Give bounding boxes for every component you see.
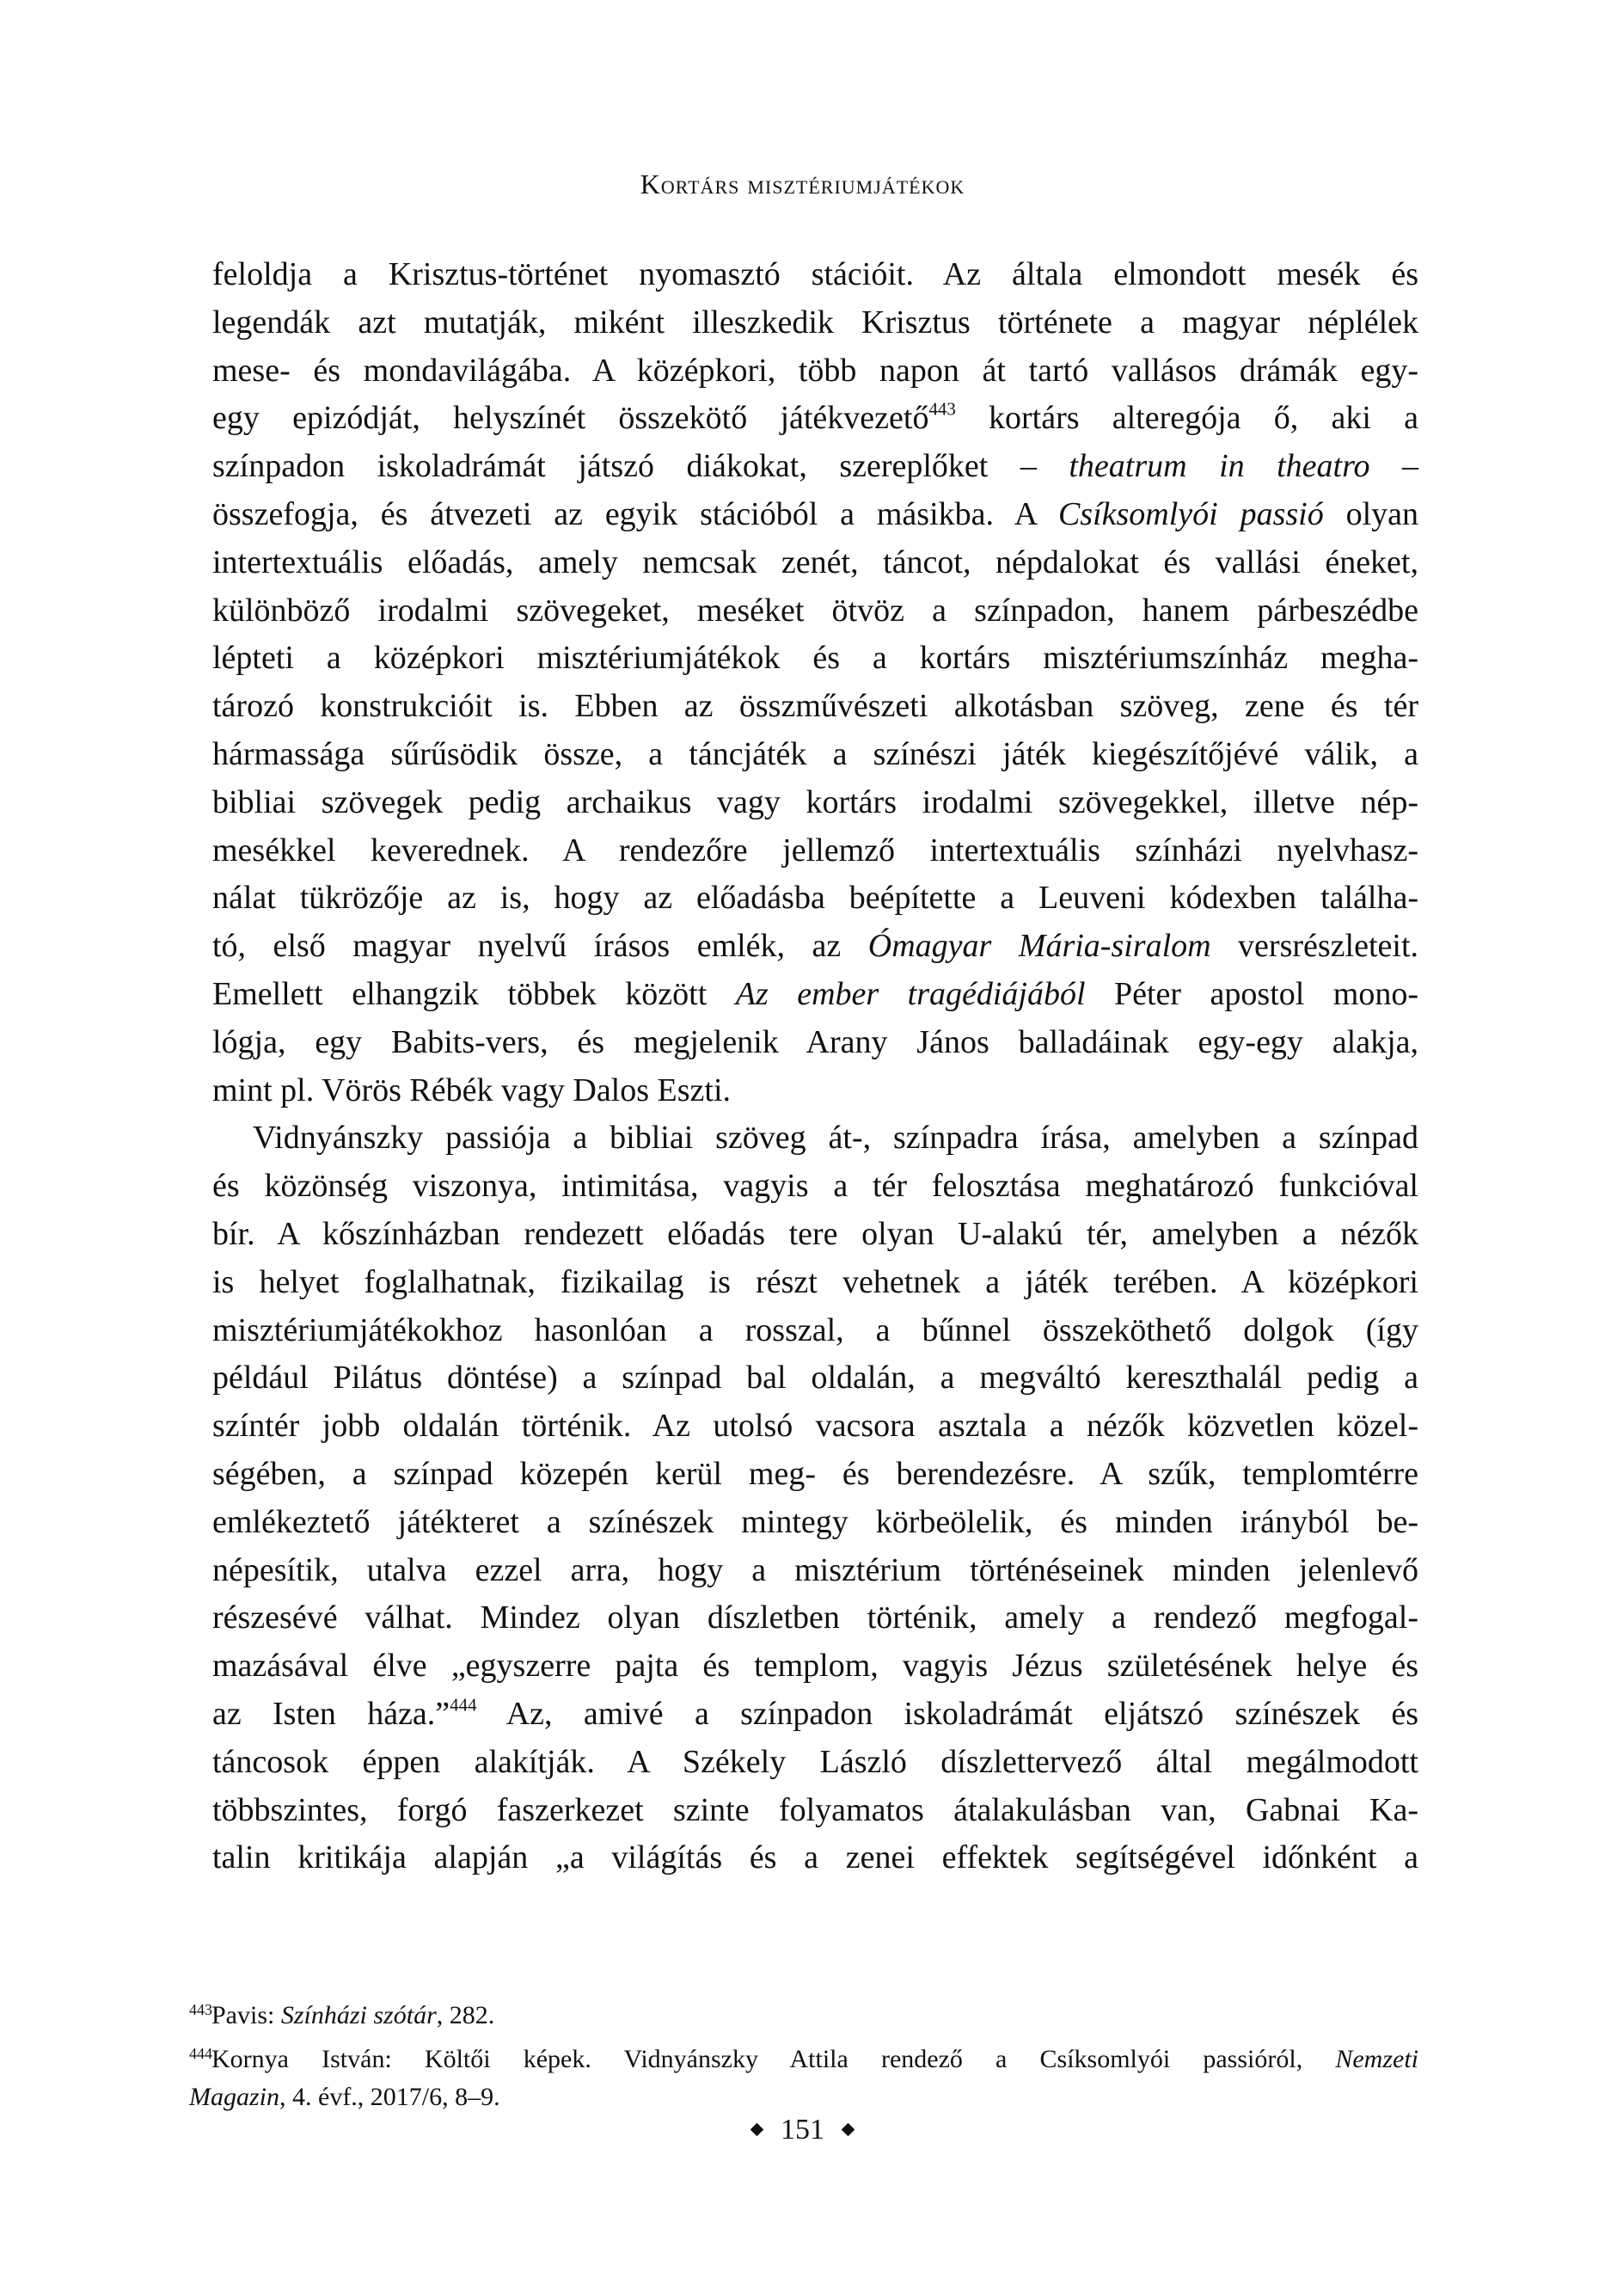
text-line [212,779,1418,827]
text-line [212,539,1418,587]
text-run: – [1369,448,1418,485]
text-line [212,1163,1418,1211]
text-run: részesévé válhat. Mindez olyan díszletben történik, amely a rendező megfogal- [212,1599,1418,1636]
text-run: bír. A kőszínházban rendezett előadás tere olyan U-alakú tér, amelyben a nézők [212,1215,1418,1252]
text-run: Vidnyánszky passiója a bibliai szöveg át-, színpadra írása, amelyben a színpad [253,1120,1418,1157]
page-footer [0,2114,1605,2146]
text-line [212,1547,1418,1595]
italic-text: Az ember tragédiájából [735,975,1086,1012]
text-line [212,1739,1418,1787]
text-line [212,1354,1418,1403]
text-line [212,1307,1418,1355]
text-line [212,1691,1418,1739]
footnote-number: 443 [189,2001,212,2018]
footnotes [189,1991,1418,2116]
text-run: Péter apostol mono- [1085,975,1418,1012]
italic-text: Nemzeti [1335,2045,1418,2073]
text-run: mint pl. Vörös Rébék vagy Dalos Eszti. [212,1071,732,1108]
italic-text: Ómagyar Mária-siralom [867,928,1211,965]
text-line [212,971,1418,1019]
text-run: emlékeztető játékteret a színészek mintegy körbeölelik, és minden irányból be- [212,1503,1418,1540]
footnote-ref[interactable]: 443 [928,398,956,420]
text-run: táncosok éppen alakítják. A Székely László díszlettervező által megálmodott [212,1743,1418,1780]
text-line [212,923,1418,971]
text-line [212,1787,1418,1835]
text-run: színpadon iskoladrámát játszó diákokat, szereplőket – [212,448,1069,485]
text-run: hármassága sűrűsödik össze, a táncjáték a színészi játék kiegészítőjévé válik, a [212,735,1418,772]
text-run: legendák azt mutatják, miként illeszkedik Krisztus története a magyar néplélek [212,304,1418,341]
text-run: nálat tükrözője az is, hogy az előadásba beépítette a Leuveni kódexben találha- [212,880,1418,917]
footnote-line [189,2035,1418,2078]
text-run: ségében, a színpad közepén kerül meg- és berendezésre. A szűk, templomtérre [212,1455,1418,1492]
text-run: intertextuális előadás, amely nemcsak zenét, táncot, népdalokat és vallási éneket, [212,543,1418,580]
running-head: Kortárs misztériumjátékok [640,169,965,200]
text-line [212,347,1418,396]
text-run: többszintes, forgó faszerkezet szinte folyamatos átalakulásban van, Gabnai Ka- [212,1791,1418,1828]
text-run: Pavis: [211,2001,281,2029]
text-run: lógja, egy Babits-vers, és megjelenik Arany János balladáinak egy-egy alakja, [212,1023,1418,1060]
text-line [212,683,1418,731]
text-line [212,827,1418,875]
text-run: bibliai szövegek pedig archaikus vagy kortárs irodalmi szövegekkel, illetve nép- [212,783,1418,820]
text-run: feloldja a Krisztus-történet nyomasztó stációit. Az általa elmondott mesék és [212,256,1418,292]
text-run: egy epizódját, helyszínét összekötő játékvezető [212,400,929,437]
text-line [212,635,1418,683]
text-line [212,1499,1418,1547]
text-line [212,1594,1418,1642]
text-line [212,1834,1418,1882]
text-run: lépteti a középkori misztériumjátékok és a kortárs misztériumszínház megha- [212,640,1418,677]
text-line [212,875,1418,923]
text-run: tó, első magyar nyelvű írásos emlék, az [212,928,868,965]
text-run: Kornya István: Költői képek. Vidnyánszky Attila rendező a Csíksomlyói passióról, [211,2045,1336,2073]
footnote-line [189,1991,1418,2035]
italic-text: theatrum in theatro [1069,448,1370,485]
text-run: mese- és mondavilágába. A középkori, több napon át tartó vallásos drámák egy- [212,352,1418,389]
diamond-bullet-icon [842,2122,855,2136]
text-line [212,491,1418,539]
text-run: az Isten háza.” [212,1695,450,1732]
text-line [212,731,1418,779]
page-number: 151 [781,2114,824,2146]
footnote-ref[interactable]: 444 [450,1694,477,1716]
text-line [212,395,1418,443]
text-line [212,1019,1418,1067]
text-line [212,443,1418,491]
text-run: mazásával élve „egyszerre pajta és templom, vagyis Jézus születésének helye és [212,1648,1418,1685]
text-line [212,299,1418,347]
text-run: és közönség viszonya, intimitása, vagyis a tér felosztása meghatározó funkcióval [212,1168,1418,1205]
text-run: színtér jobb oldalán történik. Az utolsó vacsora asztala a nézők közvetlen közel- [212,1408,1418,1445]
text-line [212,1403,1418,1451]
italic-text: Magazin [189,2083,279,2111]
text-run: különböző irodalmi szövegeket, meséket ötvöz a színpadon, hanem párbeszédbe [212,592,1418,629]
footnote-line [189,2078,1418,2116]
text-line [212,1642,1418,1691]
text-run: népesítik, utalva ezzel arra, hogy a misztérium történéseinek minden jelenlevő [212,1551,1418,1588]
diamond-bullet-icon [750,2122,764,2136]
text-run: is helyet foglalhatnak, fizikailag is részt vehetnek a játék terében. A középkori [212,1263,1418,1300]
text-line [212,1451,1418,1499]
text-run: misztériumjátékokhoz hasonlóan a rosszal, a bűnnel összeköthető dolgok (így [212,1311,1418,1348]
text-line [212,251,1418,299]
text-run: Emellett elhangzik többek között [212,975,736,1012]
text-run: , 4. évf., 2017/6, 8–9. [279,2083,500,2111]
body-text [212,251,1418,1882]
text-line [212,1211,1418,1259]
text-run: talin kritikája alapján „a világítás és a zenei effektek segítségével időnként a [212,1839,1418,1876]
text-run: , 282. [436,2001,495,2029]
italic-text: Csíksomlyói passió [1057,495,1324,532]
text-run: összefogja, és átvezeti az egyik stációból a másikba. A [212,495,1058,532]
text-line [212,1259,1418,1307]
text-run: Az, amivé a színpadon iskoladrámát eljátszó színészek és [476,1695,1418,1732]
text-run: tározó konstrukcióit is. Ebben az összművészeti alkotásban szöveg, zene és tér [212,688,1418,725]
text-run: mesékkel keverednek. A rendezőre jellemző intertextuális színházi nyelvhasz- [212,832,1418,869]
text-run: például Pilátus döntése) a színpad bal oldalán, a megváltó kereszthalál pedig a [212,1360,1418,1397]
text-line [212,1114,1418,1163]
italic-text: Színházi szótár [280,2001,437,2029]
text-run: olyan [1323,495,1418,532]
text-line [212,1067,1418,1115]
footnote-number: 444 [189,2045,212,2062]
paragraph [212,1114,1418,1882]
text-run: versrészleteit. [1210,928,1419,965]
text-run: kortárs alteregója ő, aki a [955,400,1418,437]
text-line [212,587,1418,635]
paragraph [212,251,1418,1114]
